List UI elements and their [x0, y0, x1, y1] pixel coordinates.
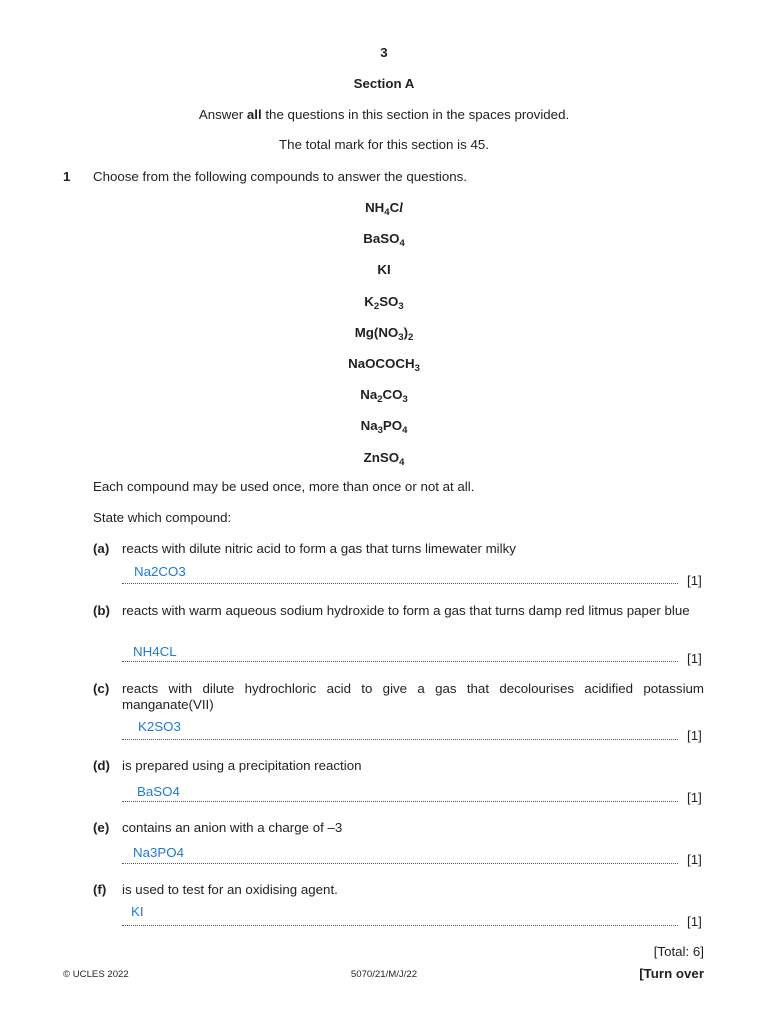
question-prompt: State which compound:	[93, 510, 232, 525]
compound-formula: ZnSO$_4$	[363, 449, 405, 468]
part-f-label: (f)	[93, 882, 107, 897]
compound-formula: NaOCOCH$_3$	[348, 356, 420, 374]
part-d-answer[interactable]: BaSO4	[137, 784, 180, 799]
instructions-answer-pre: Answer	[198, 107, 247, 122]
instructions-answer	[0, 107, 768, 122]
compound-formula: $K_2SO_3$	[364, 293, 404, 312]
part-c-label: (c)	[93, 681, 110, 696]
part-d-answer-line	[122, 801, 678, 802]
part-f-answer[interactable]: KI	[131, 904, 144, 919]
instructions-total: The total mark for this section is 45.	[279, 137, 489, 152]
part-e-answer[interactable]: Na3PO4	[133, 845, 184, 860]
compound-formula: $Mg(NO_3)_2$	[354, 324, 414, 343]
part-b-answer[interactable]: NH4CL	[133, 644, 177, 659]
part-a-label: (a)	[93, 541, 110, 556]
part-b-label: (b)	[93, 603, 110, 618]
total-marks: [Total: 6]	[653, 944, 704, 959]
part-c-text: reacts with dilute hydrochloric acid to give a gas that decolourises acidified potassium manganate(VII)	[122, 681, 704, 712]
part-a-mark: [1]	[687, 573, 702, 588]
part-d-mark: [1]	[687, 790, 702, 805]
part-b-mark: [1]	[687, 651, 702, 666]
page-number: 3	[380, 45, 388, 60]
part-f-answer-line	[122, 925, 678, 926]
part-e-label: (e)	[93, 820, 110, 835]
instructions-answer-post: the questions in this section in the spaces provided.	[261, 107, 570, 122]
part-a-text: reacts with dilute nitric acid to form a gas that turns limewater milky	[122, 541, 516, 556]
part-c-answer[interactable]: K2SO3	[138, 719, 181, 734]
compound-formula: $Na_3PO_4$	[360, 418, 408, 437]
part-e-answer-line	[122, 863, 678, 864]
part-f-mark: [1]	[687, 914, 702, 929]
part-b-answer-line	[122, 661, 678, 662]
part-f-text: is used to test for an oxidising agent.	[122, 882, 338, 897]
part-c-mark: [1]	[687, 728, 702, 743]
part-a-answer[interactable]: Na2CO3	[134, 564, 186, 579]
part-c-answer-line	[122, 739, 678, 740]
part-b-text: reacts with warm aqueous sodium hydroxide to form a gas that turns damp red litmus paper blue	[122, 603, 690, 618]
question-number: 1	[63, 169, 71, 184]
compound-formula: KI	[377, 262, 391, 278]
turn-over: [Turn over	[639, 966, 704, 981]
part-d-label: (d)	[93, 758, 110, 773]
compound-formula: $NH_4Cl$	[365, 200, 403, 218]
part-e-text: contains an anion with a charge of –3	[122, 820, 343, 835]
part-a-answer-line	[122, 583, 678, 584]
compound-formula: BaSO$_4$	[363, 231, 405, 250]
footer-copyright: © UCLES 2022	[63, 969, 129, 980]
part-d-text: is prepared using a precipitation reaction	[122, 758, 362, 773]
footer-paper-code: 5070/21/M/J/22	[350, 969, 418, 980]
question-stem: Choose from the following compounds to answer the questions.	[93, 169, 468, 184]
section-title: Section A	[353, 76, 415, 91]
instructions-answer-bold: all	[246, 107, 262, 122]
part-e-mark: [1]	[687, 852, 702, 867]
compound-formula: $Na_2CO_3$	[360, 387, 408, 406]
usage-note: Each compound may be used once, more than once or not at all.	[93, 479, 475, 494]
